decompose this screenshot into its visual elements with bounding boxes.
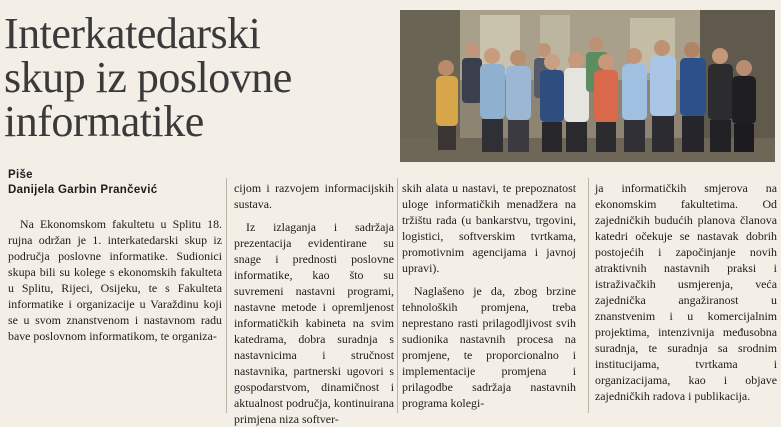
headline-line-2: skup iz poslovne	[4, 53, 292, 102]
article-column-4	[595, 180, 777, 413]
column-divider	[397, 178, 398, 413]
paragraph: Na Ekonomskom fakultetu u Splitu 18. rujna održan je 1. interkatedarski skup iz područja poslovne informatike. Sudionici skupa bili su kolege s ekonomskih fakulteta u Splitu, Rijeci, Osijeku, te s Fakulteta informatike i organizacije u Varaždinu koji se u svom znanstvenom i nastavnom radu bave poslovnom informatikom, te organiza-	[8, 217, 222, 343]
paragraph: Naglašeno je da, zbog brzine tehnoloških promjena, treba neprestano rasti prilagodljivost svih sudionika nastavnih procesa na promjene, te proporcionalno i implementacije promjena i prilagodbe sadržaja nastavnih programa kolegi-	[402, 284, 576, 410]
column-divider	[588, 178, 589, 413]
paragraph: ja informatičkih smjerova na ekonomskim fakultetima. Od zajedničkih budućih planova članova katedri očekuje se nastavak dobrih postojećih i započinjanje novih atraktivnih nastavnih praksi i istraživačkih usmjerenja, veća zajednička angažiranost u znanstvenim i u komercijalnim projektima, intenzivnija međusobna suradnja, te suradnja sa srodnim institucijama, tvrtkama i organizacijama, kao i objave zajedničkih radova i publikacija.	[595, 181, 777, 403]
byline-author: Danijela Garbin Prančević	[8, 184, 158, 196]
group-photo-illustration	[400, 10, 775, 162]
group-photo	[400, 10, 775, 162]
byline-label: Piše	[8, 169, 33, 181]
byline	[8, 168, 157, 198]
article-column-2	[234, 180, 394, 426]
headline-line-3: informatike	[4, 97, 204, 146]
article-column-3	[402, 180, 576, 413]
article-column-1	[8, 216, 222, 413]
headline-line-1: Interkatedarski	[4, 9, 261, 58]
paragraph: cijom i razvojem informacijskih sustava.	[234, 181, 394, 211]
column-divider	[226, 178, 227, 413]
paragraph: Iz izlaganja i sadržaja prezentacija evidentirane su snage i prednosti poslovne informatike, kao što su suvremeni nastavni programi, nastavne metode i opremljenost informatičkih kabineta na svim katedrama, dobra suradnja s nastavnicima i stručnost nastavnika, partnerski ugovori s gospodarstvom, dinamičnost i aktualnost područja, kontinuirana primjena niza softver-	[234, 220, 394, 426]
paragraph: skih alata u nastavi, te prepoznatost uloge informatičkih menadžera na tržištu rada (u bankarstvu, trgovini, logistici, softverskim tvrtkama, promotivnim agencijama i javnoj upravi).	[402, 181, 576, 275]
headline	[4, 9, 396, 146]
